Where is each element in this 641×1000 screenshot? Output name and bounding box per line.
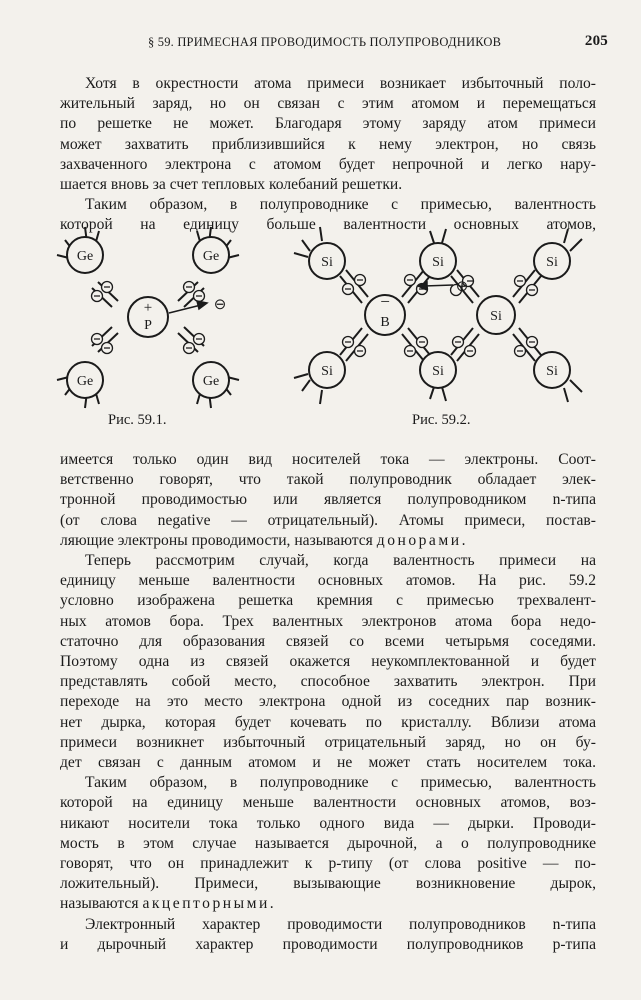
text-line: представлять собой место, способное захватить электрон. При <box>60 673 596 691</box>
text-line: которой на единицу больше валентности основных атомов, <box>60 216 596 234</box>
atom-label: Si <box>321 255 333 270</box>
term-acceptors: акцепторными <box>142 895 270 913</box>
electron-pair <box>92 282 113 302</box>
atom-label-b: B <box>380 315 390 330</box>
figure-59-1 <box>55 225 285 428</box>
text-run: . <box>269 895 274 913</box>
term-donors: донорами <box>376 531 462 549</box>
atom-label: Si <box>490 309 502 324</box>
lattice-diagram-silicon <box>290 225 600 415</box>
atom-label: Si <box>546 364 558 379</box>
electron-pair <box>343 275 366 295</box>
text-line: тронной проводимостью или является полупроводником n-типа <box>60 491 596 509</box>
text-line: Теперь рассмотрим случай, когда валентность примеси на <box>85 552 596 570</box>
atom-label: Si <box>432 255 444 270</box>
text-line: примеси возникнет избыточный отрицательный заряд, но он бу- <box>60 733 596 751</box>
text-line: статочно для образования связей со всеми четырьмя соседями. <box>60 632 596 650</box>
atom-label: Si <box>432 364 444 379</box>
figure-caption: Рис. 59.1. <box>108 412 167 428</box>
text-line: шается вновь за счет тепловых колебаний решетки. <box>60 176 403 194</box>
electron-pair <box>184 334 205 354</box>
text-line: и дырочный характер проводимости полупроводников p-типа <box>60 935 596 953</box>
figure-59-2 <box>290 225 600 428</box>
atom-label: Ge <box>76 249 94 264</box>
hole-symbol: ⊕ <box>455 279 469 295</box>
atom-label: Ge <box>202 374 220 389</box>
text-line: переходе на это место электрона одной из соседних пар возник- <box>60 693 596 711</box>
electron-pair <box>92 334 113 354</box>
text-line: мость в этом случае называется дырочной, а о полупроводнике <box>60 834 596 852</box>
text-line: Поэтому одна из связей окажется неукомплектованной и будет <box>60 653 596 671</box>
free-electron: ⊖ <box>213 297 227 313</box>
text-line: по решетке не может. Благодаря этому заряду атом примеси <box>60 115 596 133</box>
text-line: может захватить приблизившийся к нему электрон, но связь <box>60 135 596 153</box>
hole-arrow <box>418 282 453 290</box>
text-line: Таким образом, в полупроводнике с примесью, валентность <box>85 196 596 214</box>
positive-charge: + <box>143 300 153 316</box>
text-line: дет связан с данным атомом и не может стать носителем тока. <box>60 754 596 772</box>
text-line: ных атомов бора. Трех валентных электронов атома бора недо- <box>60 612 596 630</box>
negative-charge: − <box>380 292 390 311</box>
text-line: ветственно говорят, что такой полупроводник обладает элек- <box>60 471 596 489</box>
electron-pair <box>184 282 205 302</box>
electron-pair <box>343 337 366 357</box>
text-line: ложительный). Примеси, вызывающие возникновение дырок, <box>60 875 596 893</box>
text-line <box>60 531 596 551</box>
atom-label: Ge <box>202 249 220 264</box>
text-line: говорят, что он принадлежит к p-типу (от слова positive — по- <box>60 855 596 873</box>
text-line: единицу меньше валентности основных атомов. На рис. 59.2 <box>60 572 596 590</box>
text-line: которой на единицу меньше валентности основных атомов, воз- <box>60 794 596 812</box>
text-line: условно изображена решетка кремния с примесью трехвалент- <box>60 592 596 610</box>
text-run: . <box>461 531 466 549</box>
text-line: никают носители тока только одного вида — дырки. Проводи- <box>60 814 596 832</box>
atom-label: Ge <box>76 374 94 389</box>
text-line: имеется только один вид носителей тока — электроны. Соот- <box>60 451 596 468</box>
text-run: называются <box>60 895 143 913</box>
text-line: Электронный характер проводимости полупроводников n-типа <box>85 915 596 933</box>
atom-label: Si <box>546 255 558 270</box>
section-title: § 59. ПРИМЕСНАЯ ПРОВОДИМОСТЬ ПОЛУПРОВОДНИКОВ <box>148 35 502 49</box>
figure-caption: Рис. 59.2. <box>412 412 471 428</box>
page-number: 205 <box>584 33 608 49</box>
text-line: жительный заряд, но он связан с этим атомом и перемещаться <box>60 95 596 113</box>
text-run: ляющие электроны проводимости, называются <box>60 531 377 549</box>
text-line: Таким образом, в полупроводнике с примесью, валентность <box>85 774 596 792</box>
atom-label-p: P <box>144 318 152 333</box>
text-line: (от слова negative — отрицательный). Атомы примеси, постав- <box>60 511 596 529</box>
text-line: нет дырка, которая будет кочевать по кристаллу. Вблизи атома <box>60 713 596 731</box>
lattice-diagram-germanium <box>55 225 285 415</box>
text-block-bottom <box>60 450 596 955</box>
text-line <box>60 894 596 914</box>
atom-label: Si <box>321 364 333 379</box>
text-line: Хотя в окрестности атома примеси возникает избыточный поло- <box>85 75 596 92</box>
electron-pair <box>405 337 428 357</box>
text-line: захваченного электрона с атомом будет непрочной и легко нару- <box>60 155 596 173</box>
text-block-top <box>60 74 596 236</box>
